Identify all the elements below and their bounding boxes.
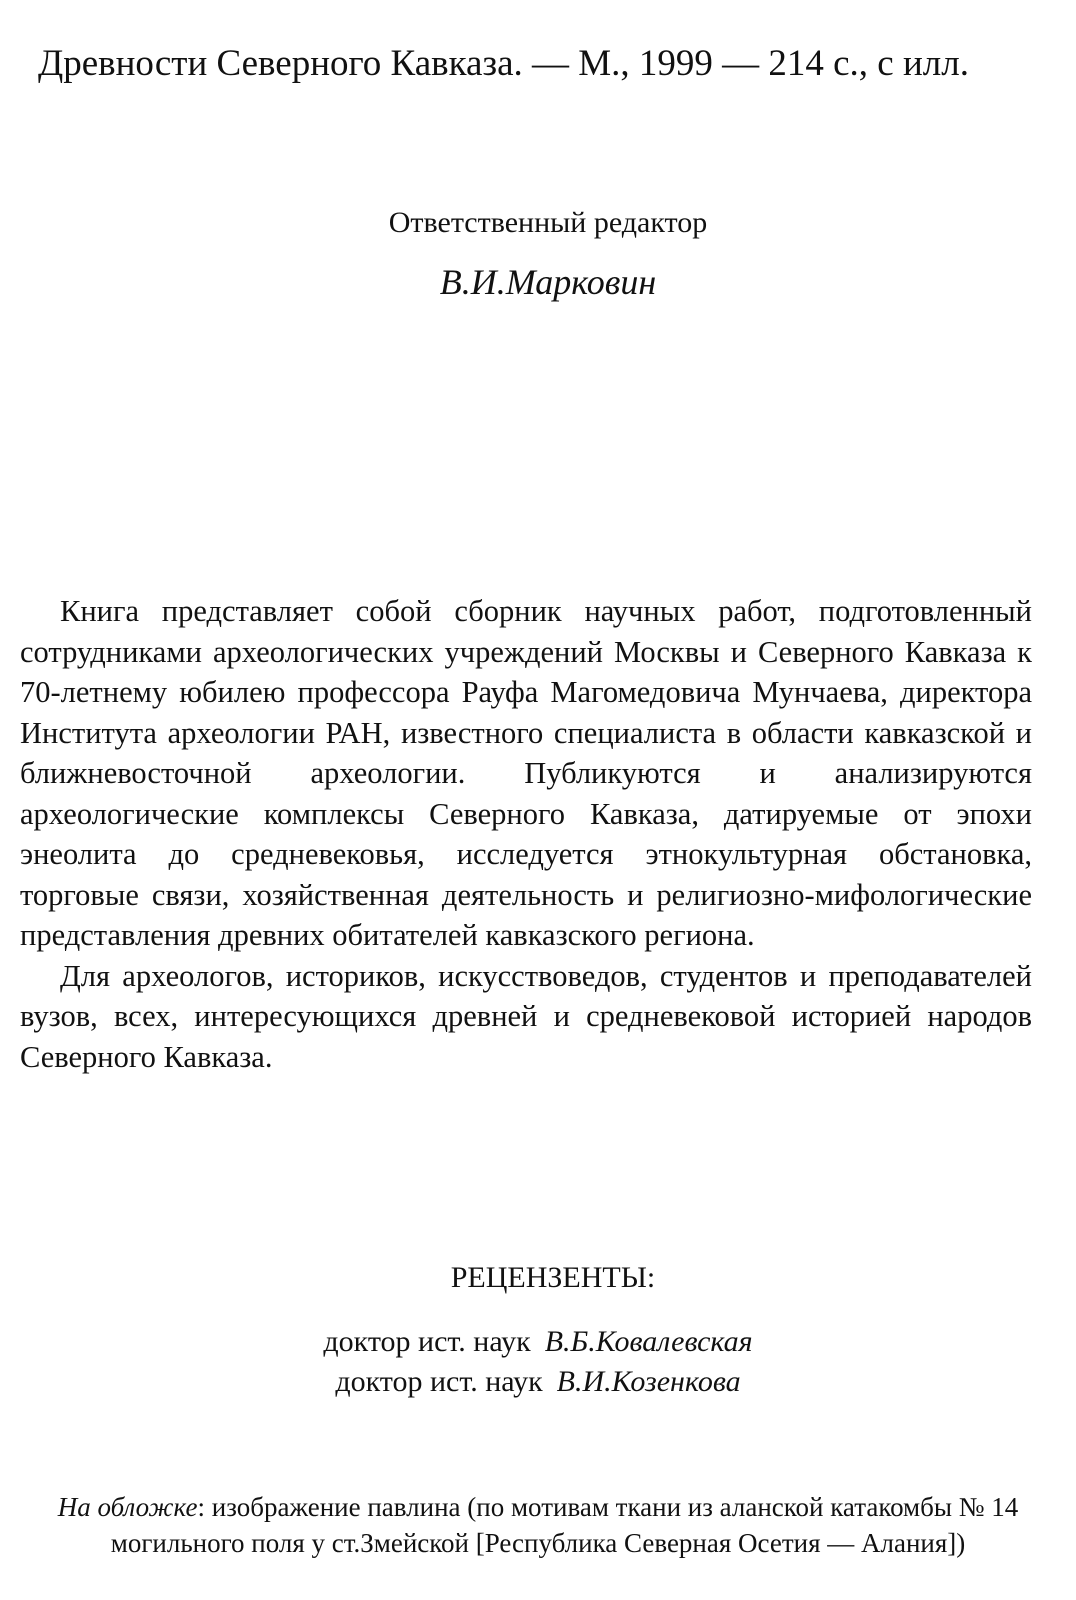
reviewer-degree: доктор ист. наук	[323, 1325, 531, 1358]
editor-block	[0, 202, 1076, 306]
reviewer-name: В.И.Козенкова	[556, 1365, 741, 1398]
reviewers-title: РЕЦЕНЗЕНТЫ:	[450, 1261, 656, 1294]
annotation	[20, 591, 1032, 1077]
reviewer-line	[0, 1362, 1076, 1402]
reviewer-name: В.Б.Ковалевская	[544, 1325, 753, 1358]
annotation-paragraph: Для археологов, историков, искусствоведов, студентов и преподавателей вузов, всех, интересующихся древней и средневековой историей народов Северного Кавказа.	[20, 958, 1032, 1074]
cover-note-label: На обложке	[57, 1492, 198, 1522]
editor-name: В.И.Марковин	[439, 262, 657, 302]
cover-note-text: : изображение павлина (по мотивам ткани из аланской катакомбы № 14 могильного поля у ст.Змейской [Республика Северная Осетия — Алания])	[110, 1492, 1019, 1558]
cover-note	[20, 1489, 1056, 1561]
reviewer-line	[0, 1322, 1076, 1362]
editor-label: Ответственный редактор	[388, 206, 708, 239]
bibliographic-line: Древности Северного Кавказа. — М., 1999 — 214 с., с илл.	[38, 43, 969, 84]
reviewers-block	[0, 1258, 1076, 1402]
reviewer-degree: доктор ист. наук	[335, 1365, 543, 1398]
annotation-paragraph: Книга представляет собой сборник научных работ, подготовленный сотрудниками археологических учреждений Москвы и Северного Кавказа к 70-летнему юбилею профессора Рауфа Магомедовича Мунчаева, директора Института археологии РАН, известного специалиста в области кавказской и ближневосточной археологии. Публикуются и анализируются археологические комплексы Северного Кавказа, датируемые от эпохи энеолита до средневековья, исследуется этнокультурная обстановка, торговые связи, хозяйственная деятельность и религиозно-мифологические представления древних обитателей кавказского региона.	[20, 594, 1032, 952]
